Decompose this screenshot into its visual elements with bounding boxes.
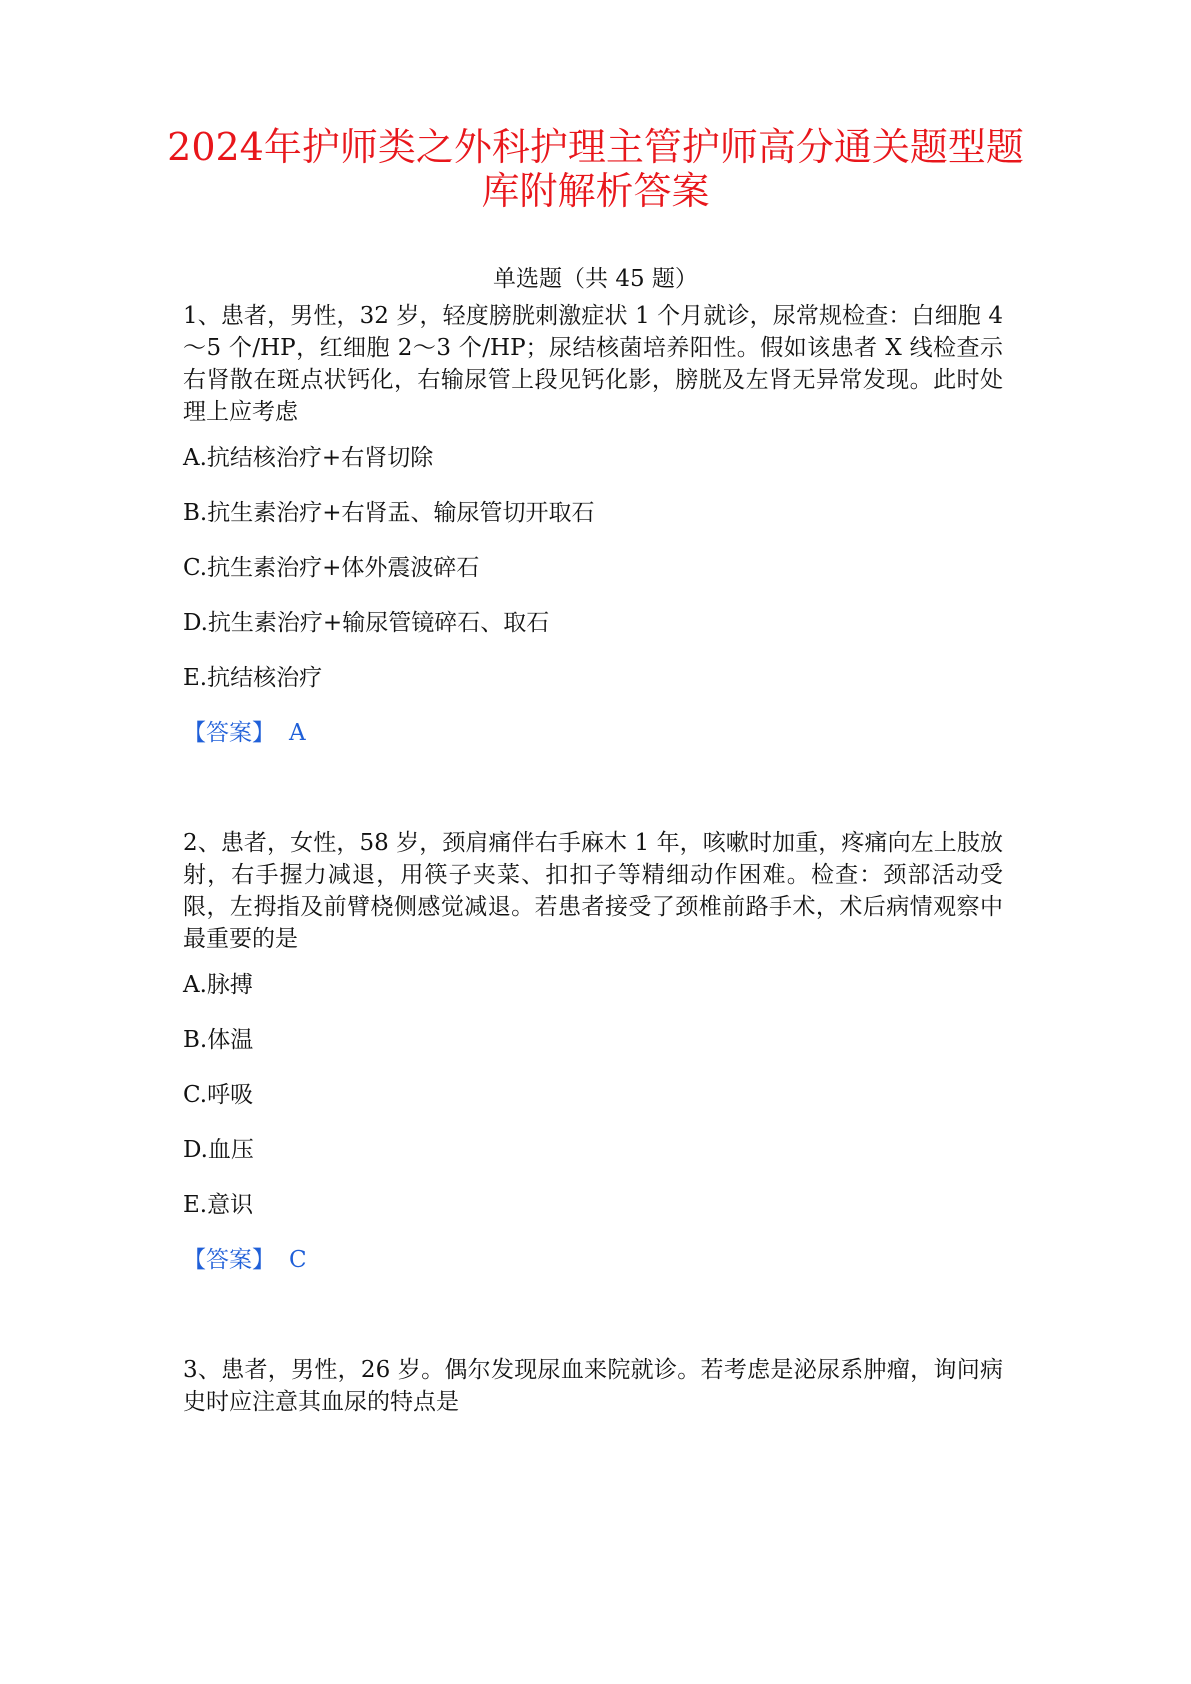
question-1-answer: [183, 717, 1003, 749]
question-2-stem: 2、患者，女性，58 岁，颈肩痛伴右手麻木 1 年，咳嗽时加重，疼痛向左上肢放射，右手握力减退，用筷子夹菜、扣扣子等精细动作困难。检查：颈部活动受限，左拇指及前臂桡侧感觉减退。若患者接受了颈椎前路手术，术后病情观察中最重要的是: [183, 830, 1003, 952]
question-2-option-e: E.意识: [183, 1192, 254, 1218]
question-2-option-a: A.脉搏: [183, 972, 253, 998]
question-1-option-a: A.抗结核治疗+右肾切除: [183, 445, 434, 471]
answer-label: 【答案】: [183, 720, 275, 746]
answer-value: A: [289, 720, 306, 746]
question-2-option-c: C.呼吸: [183, 1082, 254, 1108]
question-1-stem: 1、患者，男性，32 岁，轻度膀胱刺激症状 1 个月就诊，尿常规检查：白细胞 4～5 个/HP，红细胞 2～3 个/HP；尿结核菌培养阳性。假如该患者 X 线检查示右肾散在斑点状钙化，右输尿管上段见钙化影，膀胱及左肾无异常发现。此时处理上应考虑: [183, 303, 1003, 425]
question-1-option-d: D.抗生素治疗+输尿管镜碎石、取石: [183, 610, 550, 636]
section-heading: 单选题（共 45 题）: [493, 266, 698, 292]
answer-label: 【答案】: [183, 1247, 275, 1273]
question-2-answer: [183, 1244, 1003, 1276]
question-2-option-d: D.血压: [183, 1137, 254, 1163]
question-1-option-c: C.抗生素治疗+体外震波碎石: [183, 555, 480, 581]
question-1-option-b: B.抗生素治疗+右肾盂、输尿管切开取石: [183, 500, 595, 526]
question-3-stem: 3、患者，男性，26 岁。偶尔发现尿血来院就诊。若考虑是泌尿系肿瘤，询问病史时应注意其血尿的特点是: [183, 1357, 1003, 1415]
question-2-option-b: B.体温: [183, 1027, 254, 1053]
question-1-option-e: E.抗结核治疗: [183, 665, 323, 691]
answer-value: C: [289, 1247, 307, 1273]
document-title-line-1: 2024年护师类之外科护理主管护师高分通关题型题: [167, 125, 1024, 169]
document-title-line-2: 库附解析答案: [481, 169, 710, 213]
